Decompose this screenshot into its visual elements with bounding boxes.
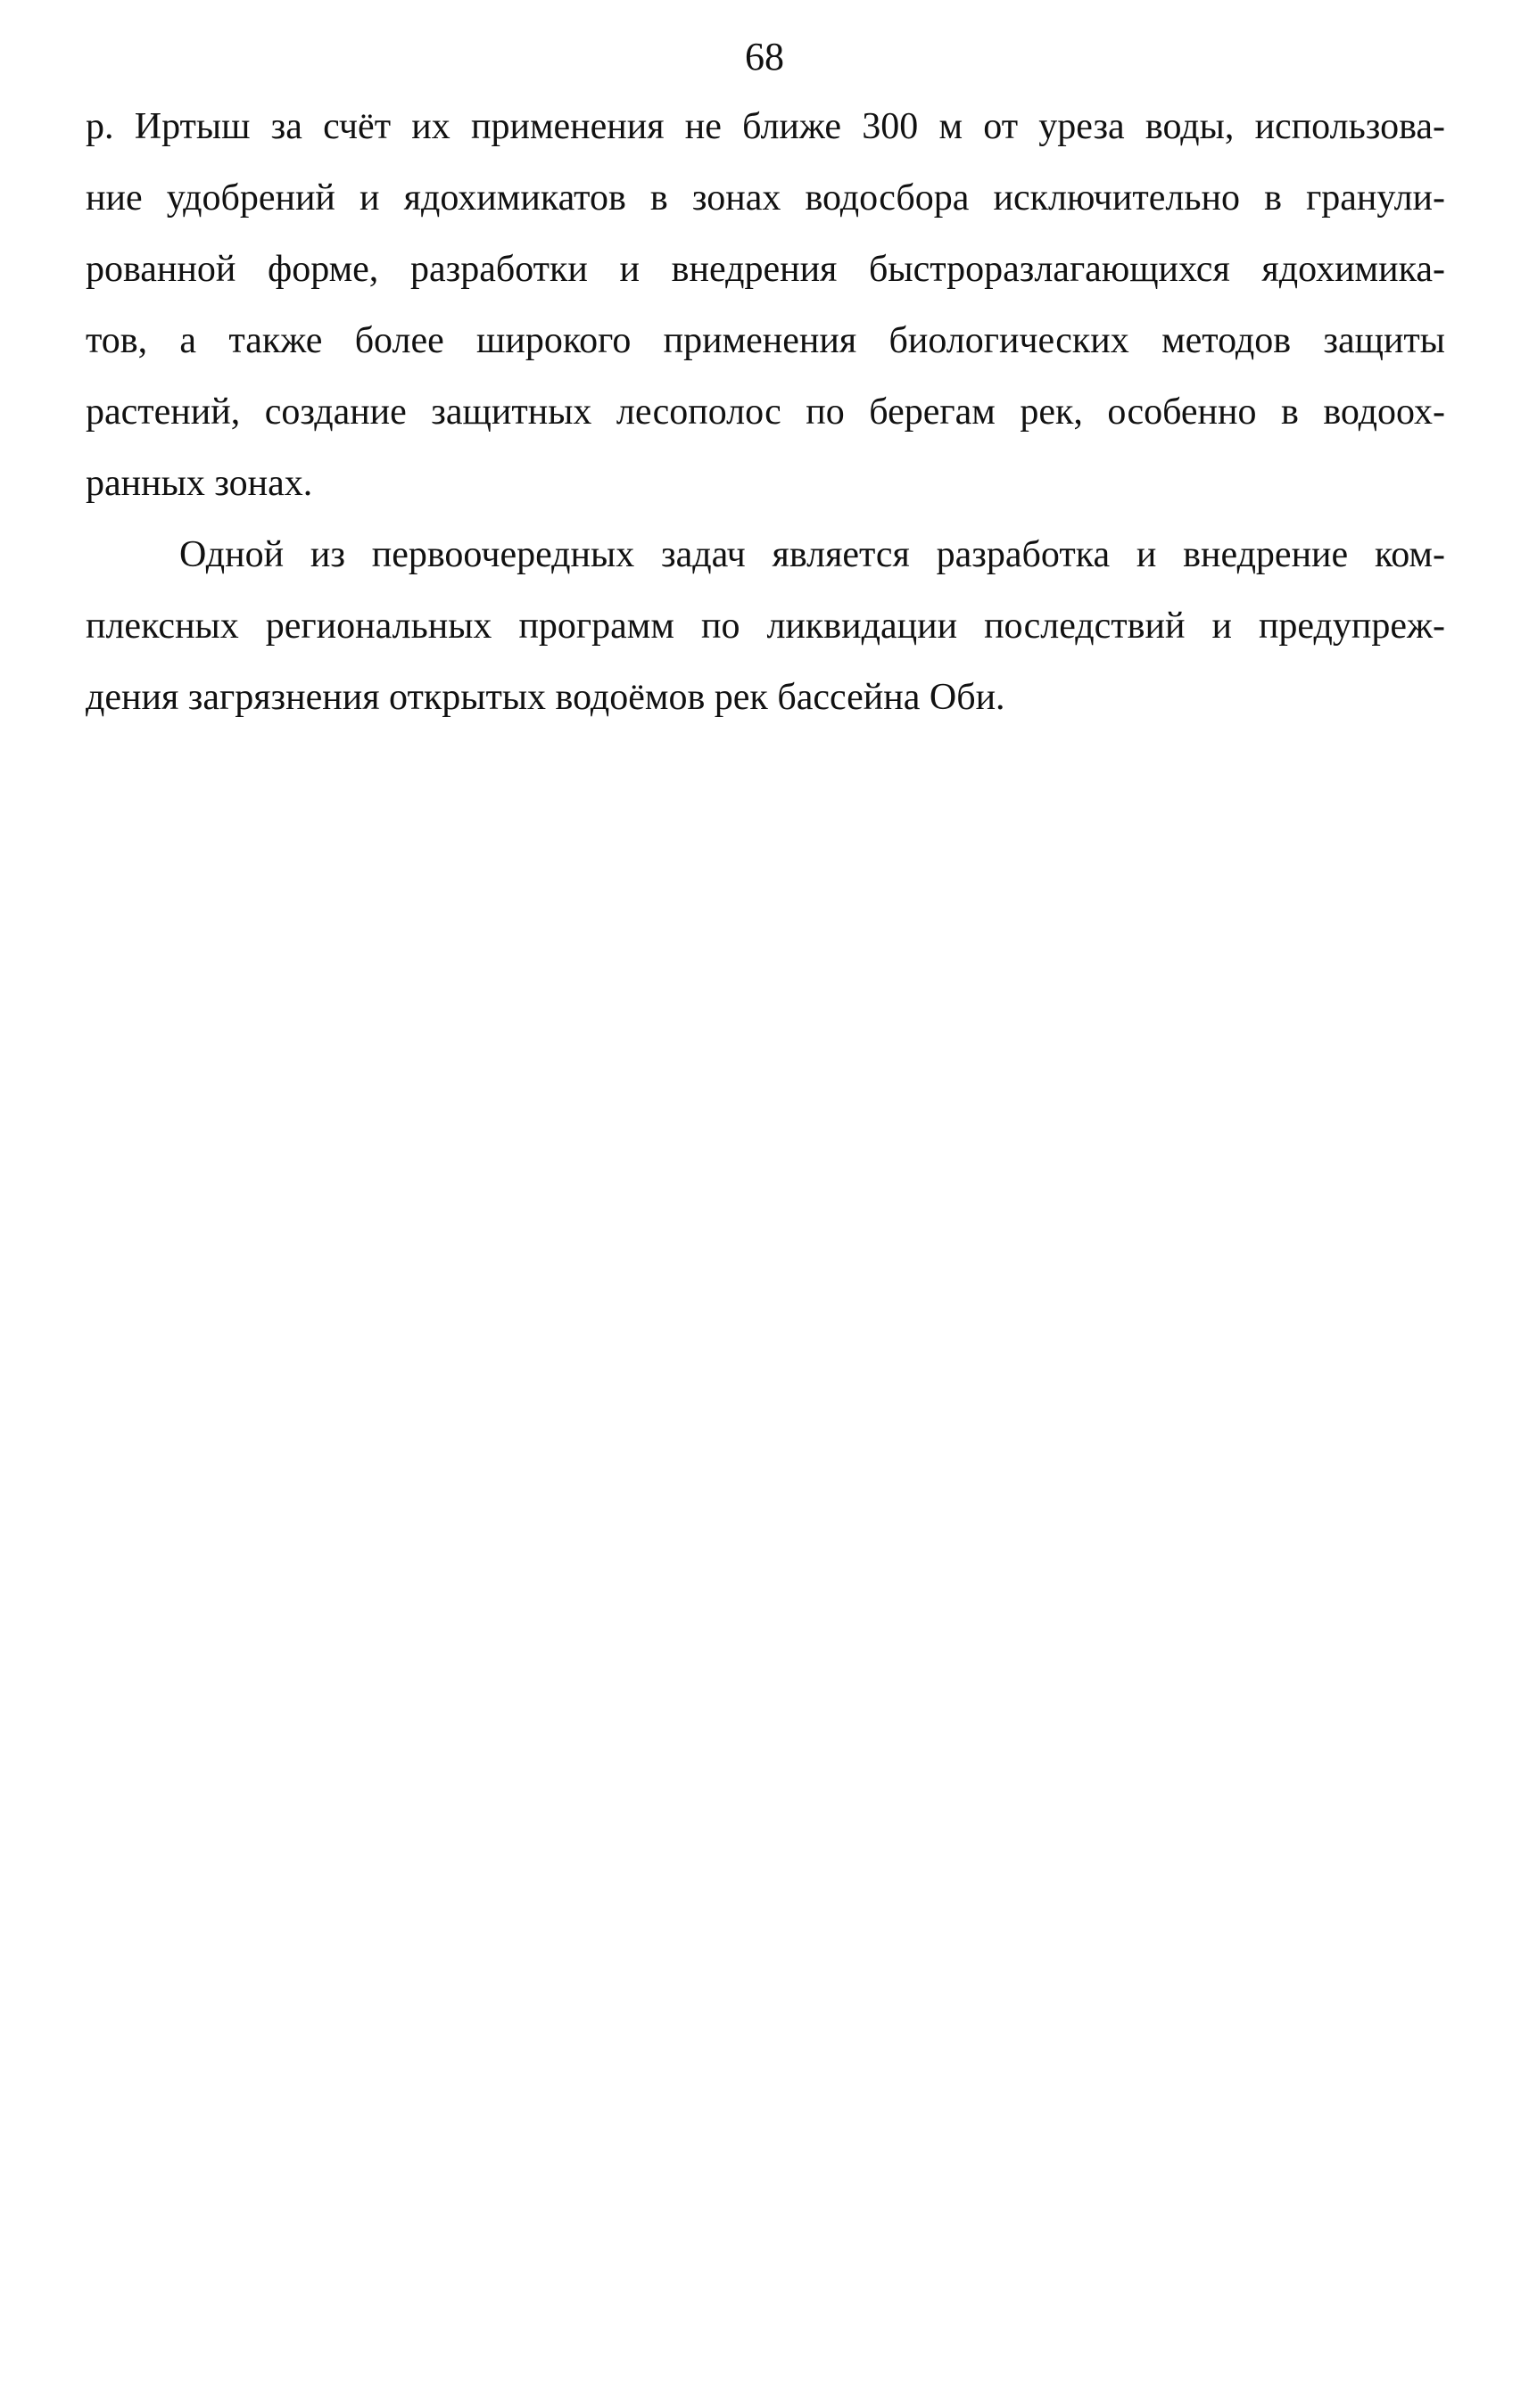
text-line: рованной форме, разработки и внедрения быстроразлагающихся ядохимика- (86, 249, 1445, 290)
text-line: Одной из первоочередных задач является разработка и внедрение ком- (179, 534, 1445, 575)
page-number: 68 (745, 35, 784, 78)
text-line: плексных региональных программ по ликвидации последствий и предупреж- (86, 606, 1445, 647)
text-line: ранных зонах. (86, 463, 313, 504)
text-line: р. Иртыш за счёт их применения не ближе 300 м от уреза воды, использова- (86, 106, 1445, 147)
text-line: ние удобрений и ядохимикатов в зонах водосбора исключительно в гранули- (86, 177, 1445, 219)
paragraph-1 (86, 91, 1445, 519)
text-line: дения загрязнения открытых водоёмов рек бассейна Оби. (86, 677, 1005, 718)
paragraph-2 (86, 519, 1445, 733)
text-line: растений, создание защитных лесополос по берегам рек, особенно в водоох- (86, 392, 1445, 433)
body-text (86, 91, 1445, 733)
text-line: тов, а также более широкого применения биологических методов защиты (86, 320, 1445, 361)
